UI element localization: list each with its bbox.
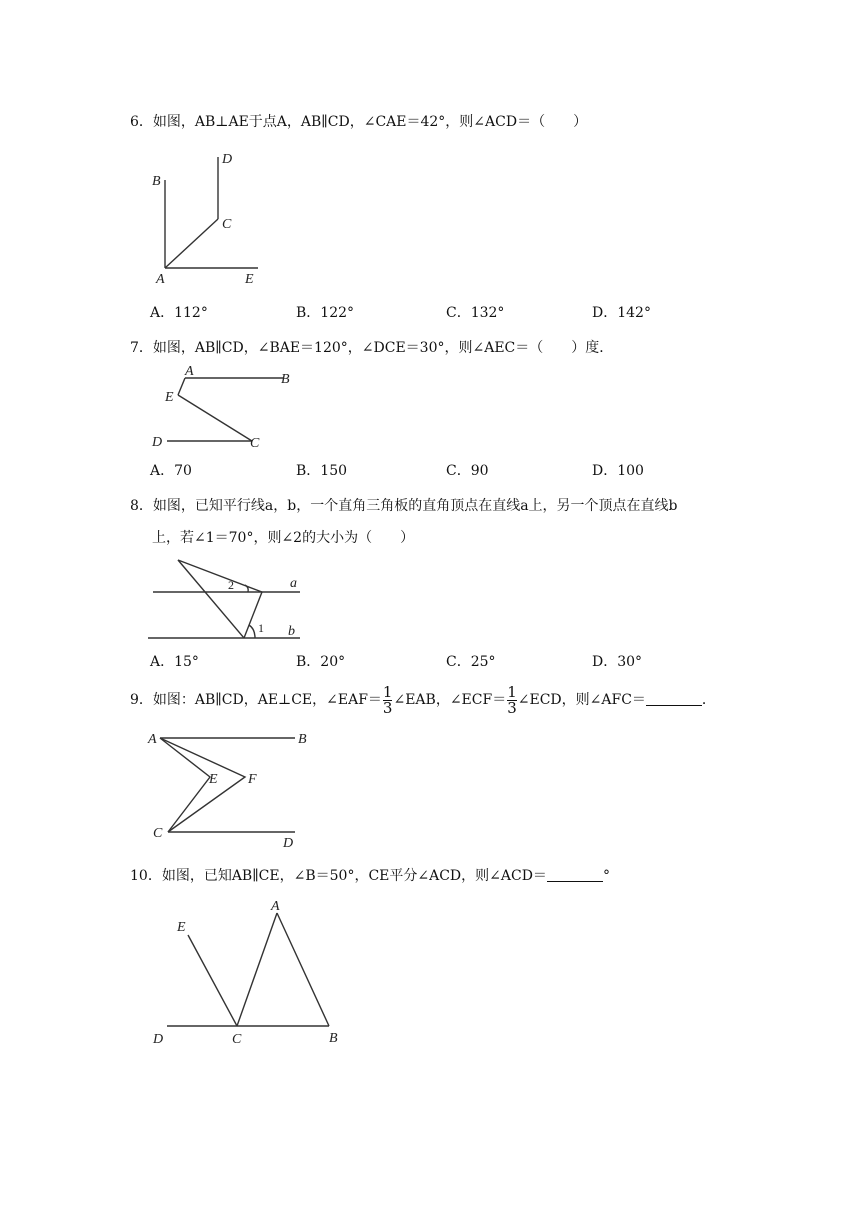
label-d: D bbox=[283, 836, 294, 851]
label-c: C bbox=[250, 436, 260, 451]
question-6-figure bbox=[140, 145, 280, 290]
q10-answer-blank[interactable] bbox=[547, 867, 603, 882]
label-b: B bbox=[298, 732, 307, 747]
question-7-text: 7．如图，AB∥CD，∠BAE＝120°，∠DCE＝30°，则∠AEC＝（ ）度． bbox=[130, 340, 614, 356]
label-line-b: b bbox=[288, 624, 295, 639]
label-line-a: a bbox=[290, 576, 297, 591]
label-c: C bbox=[153, 826, 163, 841]
q7-option-d[interactable]: D．100 bbox=[592, 463, 644, 479]
question-6-text: 6．如图，AB⊥AE于点A，AB∥CD，∠CAE＝42°，则∠ACD＝（ ） bbox=[130, 114, 588, 130]
label-d: D bbox=[153, 1032, 164, 1047]
label-e: E bbox=[165, 390, 174, 405]
q8-option-a[interactable]: A．15° bbox=[150, 654, 199, 670]
q10-text-end: ° bbox=[602, 868, 610, 884]
segment-ec bbox=[178, 395, 252, 441]
question-10-figure bbox=[145, 895, 355, 1055]
question-8-text-line-2: 上，若∠1＝70°，则∠2的大小为（ ） bbox=[152, 530, 415, 546]
q7-option-a[interactable]: A．70 bbox=[150, 463, 192, 479]
segment-ac bbox=[165, 219, 218, 268]
q6-option-c[interactable]: C．132° bbox=[446, 305, 505, 321]
fraction-denominator: 3 bbox=[507, 698, 517, 717]
label-a: A bbox=[271, 899, 280, 914]
question-10-text bbox=[130, 866, 610, 886]
label-c: C bbox=[222, 217, 232, 232]
q8-option-d[interactable]: D．30° bbox=[592, 654, 643, 670]
label-e: E bbox=[209, 772, 218, 787]
segment-ce bbox=[188, 935, 237, 1026]
label-d: D bbox=[222, 152, 233, 167]
q9-text-part-b: ∠EAB，∠ECF＝ bbox=[393, 692, 507, 708]
q9-text-part-a: 9．如图：AB∥CD，AE⊥CE，∠EAF＝ bbox=[130, 692, 382, 708]
label-c: C bbox=[232, 1032, 242, 1047]
segment-ab bbox=[277, 913, 329, 1026]
fraction-numerator: 1 bbox=[382, 682, 393, 701]
label-angle-1: 1 bbox=[258, 621, 264, 635]
label-b: B bbox=[152, 174, 161, 189]
triangle-side-top bbox=[178, 560, 262, 592]
fraction-denominator: 3 bbox=[382, 698, 393, 717]
q9-answer-blank[interactable] bbox=[646, 691, 702, 706]
label-f: F bbox=[248, 772, 257, 787]
segment-ca bbox=[237, 913, 277, 1026]
label-b: B bbox=[329, 1031, 338, 1046]
q6-option-a[interactable]: A．112° bbox=[150, 305, 208, 321]
label-b: B bbox=[281, 372, 290, 387]
segment-ae bbox=[178, 378, 185, 395]
q8-option-b[interactable]: B．20° bbox=[296, 654, 346, 670]
label-a: A bbox=[156, 272, 165, 287]
label-a: A bbox=[148, 732, 157, 747]
q9-text-end: ． bbox=[701, 692, 716, 708]
triangle-hypotenuse bbox=[178, 560, 244, 638]
q9-text-part-c: ∠ECD，则∠AFC＝ bbox=[517, 692, 646, 708]
angle-1-arc bbox=[249, 625, 255, 638]
label-d: D bbox=[152, 435, 163, 450]
path-aec bbox=[160, 738, 210, 832]
q9-fraction-1 bbox=[382, 682, 393, 717]
fraction-numerator: 1 bbox=[507, 682, 517, 701]
q7-option-b[interactable]: B．150 bbox=[296, 463, 348, 479]
q8-option-c[interactable]: C．25° bbox=[446, 654, 496, 670]
question-7-figure bbox=[145, 362, 305, 454]
question-8-text-line-1: 8．如图，已知平行线a，b，一个直角三角板的直角顶点在直线a上，另一个顶点在直线b bbox=[130, 498, 678, 514]
q7-option-c[interactable]: C．90 bbox=[446, 463, 489, 479]
label-e: E bbox=[245, 272, 254, 287]
label-a: A bbox=[185, 364, 194, 379]
label-e: E bbox=[177, 920, 186, 935]
q10-text-part-a: 10．如图，已知AB∥CE，∠B＝50°，CE平分∠ACD，则∠ACD＝ bbox=[130, 868, 547, 884]
path-afc bbox=[160, 738, 245, 832]
question-9-figure bbox=[145, 725, 320, 853]
question-9-text bbox=[130, 683, 716, 717]
q9-fraction-2 bbox=[507, 682, 517, 717]
q6-option-d[interactable]: D．142° bbox=[592, 305, 651, 321]
q6-option-b[interactable]: B．122° bbox=[296, 305, 355, 321]
label-angle-2: 2 bbox=[228, 578, 234, 592]
question-8-figure bbox=[145, 555, 310, 647]
